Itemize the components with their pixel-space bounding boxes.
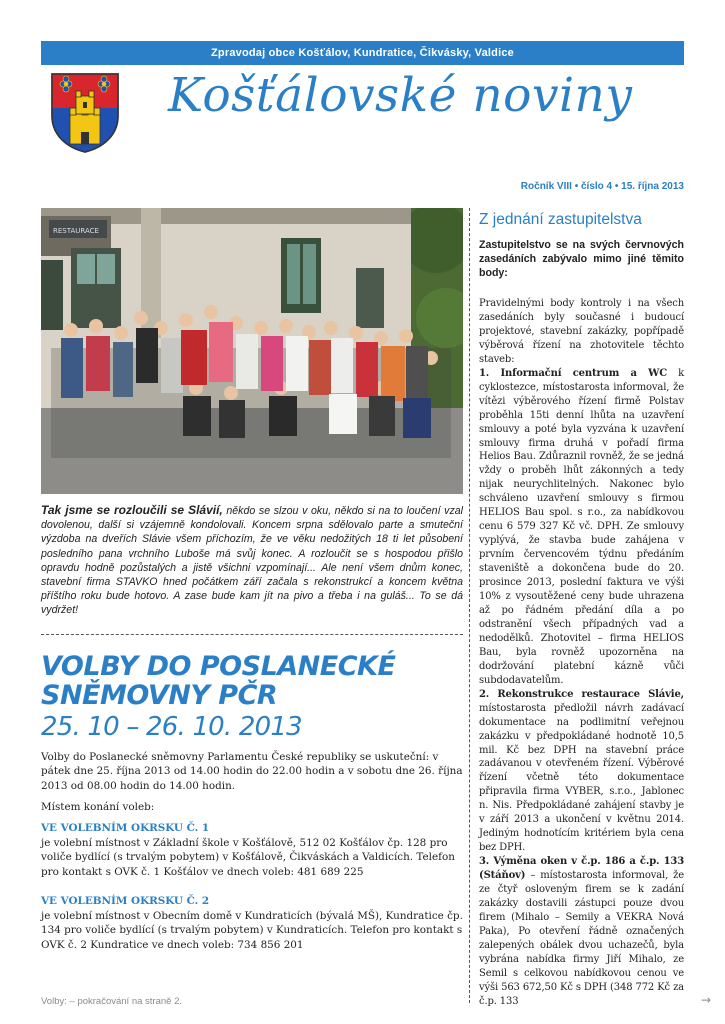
zastupitelstvo-body bbox=[479, 297, 684, 1009]
arrow-right-icon: → bbox=[701, 993, 712, 1007]
zastupitelstvo-paragraph-1: Pravidelnými body kontroly i na všech zasedáních byly současné i budoucí projektové, stavební zakázky, popřípadě výběrová řízení na zhotovitele těchto staveb: bbox=[479, 298, 684, 365]
newspaper-title: Košťálovské noviny bbox=[168, 68, 633, 123]
item-3-heading: 3. Výměna oken v č.p. 186 a č.p. 133 (Stáňov) bbox=[479, 856, 684, 882]
masthead-subtitle: Zpravodaj obce Košťálov, Kundratice, Čikvásky, Valdice bbox=[211, 47, 514, 59]
district-2-text: je volební místnost v Obecním domě v Kundraticích (bývalá MŠ), Kundratice čp. 134 pro voliče bydlící (s trvalým pobytem) v Kundraticích. Telefon pro kontakt s OVK č. 2 Kundratice ve dnech voleb: 734 856 201 bbox=[41, 910, 463, 951]
section-divider bbox=[41, 634, 463, 635]
volby-heading-line1: VOLBY DO POSLANECKÉ bbox=[41, 651, 396, 682]
photo-caption bbox=[41, 503, 463, 618]
volby-heading bbox=[41, 652, 463, 710]
district-1-text: je volební místnost v Základní škole v Košťálově, 512 02 Košťálov čp. 128 pro voliče bydlící (s trvalým pobytem) v Košťálově, Čikváskách a Valdicích. Telefon pro kontakt s OVK č. 1 Košťálov ve dnech voleb: 481 689 225 bbox=[41, 837, 455, 878]
item-1 bbox=[479, 367, 684, 688]
zastupitelstvo-lead: Zastupitelstvo se na svých červnových zasedáních zabývalo mimo jiné těmito body: bbox=[479, 239, 684, 280]
coat-of-arms-icon bbox=[50, 72, 120, 154]
item-2-text: místostarosta předložil návrh zadávací dokumentace na podlimitní veřejnou zakázku v předpokládané hodnotě 10,5 mil. Kč bez DPH na stavební práce zadávanou v otevřeném řízení. Výběrové řízení včetně této dokumentace připravila firma VYBER, s.r.o., Jablonec n. Nis. Předpokládané zahájení stavby je v září 2013 a ukončení v květnu 2014. Jediným hodnotícím kritériem byla cena bez DPH. bbox=[479, 702, 684, 854]
item-2 bbox=[479, 688, 684, 855]
item-1-heading: 1. Informační centrum a WC bbox=[479, 367, 668, 379]
volby-place-label: Místem konání voleb: bbox=[41, 801, 155, 813]
issue-info: Ročník VIII • číslo 4 • 15. října 2013 bbox=[520, 181, 684, 192]
item-2-heading: 2. Rekonstrukce restaurace Slávie, bbox=[479, 688, 684, 700]
item-3 bbox=[479, 855, 684, 1008]
district-1-heading: VE VOLEBNÍM OKRSKU Č. 1 bbox=[41, 822, 210, 834]
caption-text: někdo se slzou v oku, někdo si na to loučení vzal dovolenou, další si vzájemně kondolovali. Koncem srpna sdělovalo parte a smuteční výzdoba na dveřích Slávie všem příchozím, že ve věku nedožitých 18 ti let působení posledního pana vrchního Luboše má svůj konec. A rozloučit se s hospodou přišlo opravdu hodně pozůstalých a jistě všichni vzpomínají... Ale není všem dnům konec, stavební firma STAVKO hned počátkem září začala s rekonstrukcí a koncem května příštího roku bude hotovo. A zase bude kam jít na pivo a třeba i na guláš... To se dá vydržet! bbox=[41, 505, 463, 617]
volby-date: 25. 10 – 26. 10. 2013 bbox=[41, 712, 302, 742]
caption-lead: Tak jsme se rozloučili se Slávií, bbox=[41, 503, 223, 517]
district-2-heading: VE VOLEBNÍM OKRSKU Č. 2 bbox=[41, 895, 210, 907]
continued-note: Volby: – pokračování na straně 2. bbox=[41, 996, 183, 1007]
volby-intro: Volby do Poslanecké sněmovny Parlamentu České republiky se uskuteční: v pátek dne 25. října 2013 od 14.00 hodin do 22.00 hodin a v sobotu dne 26. října 2013 od 08.00 hodin do 14.00 hodin. bbox=[41, 751, 463, 792]
group-photo bbox=[41, 208, 463, 494]
masthead-subtitle-bar bbox=[41, 41, 684, 65]
restaurant-sign: RESTAURACE bbox=[53, 227, 99, 235]
item-3-text: – místostarosta informoval, že ze čtyř osloveným firem se k zadání zakázky dostavili zástupci pouze dvou firem (Mihalo – Semily a VEKRA Nová Paka), Po otevření řádně označených zalepených obálek dvou uchazečů, byla vybrána nabídka firmy Jiří Mihalo, ze Semil s celkovou nabídkovou cenou ve výši 563 672,50 Kč s DPH (348 772 Kč za č.p. 133 bbox=[479, 870, 684, 1007]
item-1-text: k cyklostezce, místostarosta informoval, že vítězi výběrového řízení firmě Polstav proběhla 15ti denní lhůta na uzavření smlouvy a poté byla vyzvána k uzavření smlouvy firma druhá v pořadí firma Helios Bau. Zdůraznil rovněž, že se jedná vždy o proběh lhůt zákonných a tedy nijak neurychlitelných. Nakonec bylo schváleno uzavření smlouvy s firmou HELIOS Bau spol. s r.o., za nabídkovou cenu 6 579 327 Kč vč. DPH. Ze smlouvy vyplývá, že stavba bude zahájena v prvním červencovém týdnu předáním staveniště a dokončena bude do 20. prosince 2013, poslední faktura ve výši 10% z vysoutěžené ceny bude uhrazena až po řádném předání díla a po odstranění všech případných vad a nedodělků. Zhotovitel – firma HELIOS Bau, byla rovněž upozorněna na dodržování platební kázně vůči subdodavatelům. bbox=[479, 367, 684, 686]
volby-heading-line2: SNĚMOVNY PČR bbox=[41, 680, 278, 711]
zastupitelstvo-heading: Z jednání zastupitelstva bbox=[479, 211, 642, 228]
column-divider bbox=[469, 208, 470, 1003]
